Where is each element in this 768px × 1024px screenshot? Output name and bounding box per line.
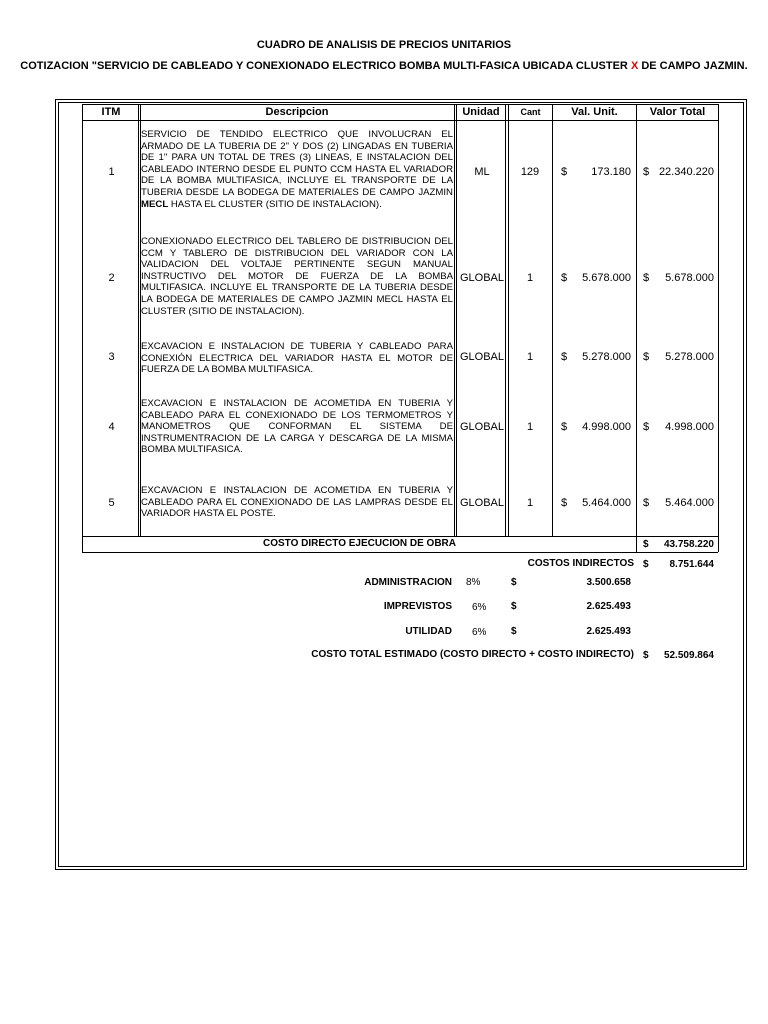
imprevistos-value: 2.625.493 <box>586 601 631 612</box>
col-line <box>454 104 455 536</box>
row-itm: 4 <box>108 421 115 433</box>
utilidad-label: UTILIDAD <box>405 626 452 637</box>
costo-directo-value: 43.758.220 <box>663 539 714 550</box>
row-valor-total: 4.998.000 <box>665 421 714 433</box>
col-line <box>508 104 509 536</box>
row-val-unit-currency: $ <box>561 421 568 433</box>
row-val-unit: 5.678.000 <box>582 272 631 284</box>
col-line <box>636 104 637 552</box>
utilidad-pct: 6% <box>472 627 487 638</box>
row-cant: 1 <box>526 421 534 433</box>
row-itm: 2 <box>108 272 115 284</box>
row-itm: 5 <box>108 497 115 509</box>
row-cant: 1 <box>526 272 534 284</box>
row-total-currency: $ <box>643 421 650 433</box>
utilidad-value: 2.625.493 <box>586 626 631 637</box>
row-cant: 1 <box>526 351 534 363</box>
costos-indirectos-label: COSTOS INDIRECTOS <box>527 558 634 569</box>
row-total-currency: $ <box>643 497 650 509</box>
row-val-unit: 173.180 <box>591 166 631 178</box>
row-val-unit-currency: $ <box>561 351 568 363</box>
row-valor-total: 22.340.220 <box>658 166 714 178</box>
col-line <box>82 104 83 552</box>
desc-tail: HASTA EL CLUSTER (SITIO DE INSTALACION). <box>168 198 382 210</box>
subtitle-part1: COTIZACION "SERVICIO DE CABLEADO Y CONEXIONADO ELECTRICO BOMBA MULTI-FASICA UBICADA CLUSTER <box>20 60 631 72</box>
row-itm: 1 <box>108 166 115 178</box>
desc-bold: MECL <box>141 198 169 210</box>
row-cant: 1 <box>526 497 534 509</box>
header-valor-total: Valor Total <box>649 106 706 118</box>
costos-indirectos-currency: $ <box>643 559 649 570</box>
row-val-unit: 5.464.000 <box>582 497 631 509</box>
row-unidad: GLOBAL <box>459 272 505 284</box>
administracion-label: ADMINISTRACION <box>364 577 452 588</box>
row-val-unit-currency: $ <box>561 272 568 284</box>
page-title: CUADRO DE ANALISIS DE PRECIOS UNITARIOS <box>256 39 512 51</box>
imprevistos-label: IMPREVISTOS <box>383 601 452 612</box>
page-subtitle <box>0 59 768 73</box>
header-cant: Cant <box>520 107 541 117</box>
row-unidad: ML <box>474 166 490 178</box>
row-itm: 3 <box>108 351 115 363</box>
row-description: CONEXIONADO ELECTRICO DEL TABLERO DE DISTRIBUCION DEL CCM Y TABLERO DE DISTRIBUCION DEL VARIADOR CON LA VALIDACION DEL VOLTAJE PERTINENTE SEGUN MANUAL INSTRUCTIVO DEL MOTOR DE FUERZA DE LA BOMBA MULTIFASICA. INCLUYE EL TRANSPORTE DE LA TUBERIA DESDE LA BODEGA DE MATERIALES DE CAMPO JAZMIN MECL HASTA EL CLUSTER (SITIO DE INSTALACION). <box>141 236 453 317</box>
row-val-unit: 5.278.000 <box>582 351 631 363</box>
row-valor-total: 5.678.000 <box>665 272 714 284</box>
table-body-bottom <box>82 536 718 537</box>
costo-total-label: COSTO TOTAL ESTIMADO (COSTO DIRECTO + COSTO INDIRECTO) <box>311 649 634 660</box>
row-description: EXCAVACION E INSTALACION DE ACOMETIDA EN TUBERIA Y CABLEADO PARA EL CONEXIONADO DE LAS LAMPRAS DESDE EL VARIADOR HASTA EL POSTE. <box>141 485 453 520</box>
row-description: EXCAVACION E INSTALACION DE TUBERIA Y CABLEADO PARA CONEXIÓN ELECTRICA DEL VARIADOR HASTA EL MOTOR DE FUERZA DE LA BOMBA MULTIFASICA. <box>141 341 453 376</box>
row-description: EXCAVACION E INSTALACION DE ACOMETIDA EN TUBERIA Y CABLEADO PARA EL CONEXIONADO DE LOS TERMOMETROS Y MANOMETROS QUE CONFORMAN EL SISTEMA DE INSTRUMENTRACION DE LA CARGA Y DESCARGA DE LA MISMA BOMBA MULTIFASICA. <box>141 398 453 456</box>
row-unidad: GLOBAL <box>459 351 505 363</box>
table-border-top <box>82 104 718 105</box>
utilidad-currency: $ <box>511 626 517 637</box>
header-itm: ITM <box>101 106 121 118</box>
col-line <box>552 104 553 536</box>
header-val-unit: Val. Unit. <box>571 106 618 118</box>
costo-directo-label: COSTO DIRECTO EJECUCION DE OBRA <box>263 538 456 549</box>
header-descripcion: Descripcion <box>265 106 329 118</box>
costo-total-value: 52.509.864 <box>663 650 714 661</box>
administracion-value: 3.500.658 <box>586 577 631 588</box>
costo-total-currency: $ <box>643 650 649 661</box>
administracion-currency: $ <box>511 577 517 588</box>
row-cant: 129 <box>520 166 540 178</box>
subtitle-highlight: X <box>630 60 639 72</box>
row-unidad: GLOBAL <box>459 497 505 509</box>
row-val-unit-currency: $ <box>561 166 568 178</box>
row-val-unit: 4.998.000 <box>582 421 631 433</box>
costos-indirectos-value: 8.751.644 <box>669 559 714 570</box>
row-valor-total: 5.464.000 <box>665 497 714 509</box>
desc-text: SERVICIO DE TENDIDO ELECTRICO QUE INVOLUCRAN EL ARMADO DE LA TUBERIA DE 2" Y DOS (2) LINGADAS EN TUBERIA DE 1" PARA UN TOTAL DE TRES (3) LINEAS, E INSTALACION DEL CABLEADO INTERNO DESDE EL PUNTO CCM HASTA EL VARIADOR DE LA BOMBA MULTIFASICA, INCLUYE EL TRANSPORTE DE LA TUBERIA DESDE LA BODEGA DE MATERIALES DE CAMPO JAZMIN <box>141 129 453 198</box>
administracion-pct: 8% <box>466 577 481 588</box>
row-total-currency: $ <box>643 272 650 284</box>
table-header-line <box>82 120 718 121</box>
row-val-unit-currency: $ <box>561 497 568 509</box>
row-unidad: GLOBAL <box>459 421 505 433</box>
table-border-bottom <box>82 552 718 553</box>
col-line <box>718 104 719 552</box>
imprevistos-currency: $ <box>511 601 517 612</box>
row-total-currency: $ <box>643 166 650 178</box>
costo-directo-currency: $ <box>643 539 649 550</box>
subtitle-part2: DE CAMPO JAZMIN. <box>638 60 748 72</box>
row-description <box>141 129 453 210</box>
header-unidad: Unidad <box>462 106 500 118</box>
imprevistos-pct: 6% <box>472 602 487 613</box>
row-total-currency: $ <box>643 351 650 363</box>
row-valor-total: 5.278.000 <box>665 351 714 363</box>
